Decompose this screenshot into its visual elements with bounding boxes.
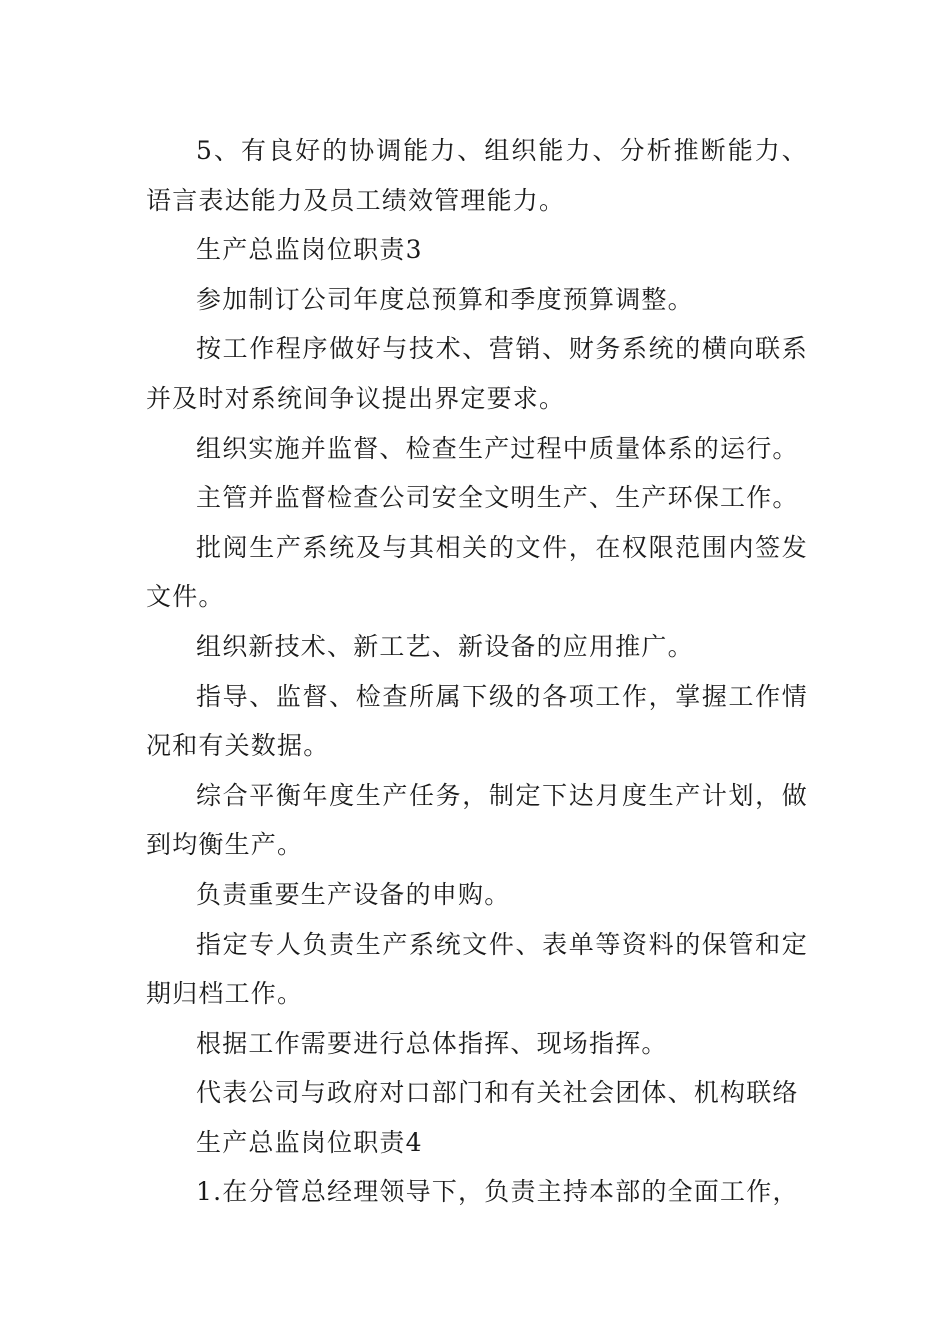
section-heading-duties-3: 生产总监岗位职责3 [196, 235, 423, 265]
paragraph-item-1: 1.在分管总经理领导下，负责主持本部的全面工作， [196, 1177, 799, 1207]
paragraph-liaison: 代表公司与政府对口部门和有关社会团体、机构联络 [196, 1078, 799, 1108]
paragraph-coordination: 按工作程序做好与技术、营销、财务系统的横向联系并及时对系统间争议提出界定要求。 [146, 334, 808, 413]
paragraph-archiving: 指定专人负责生产系统文件、表单等资料的保管和定期归档工作。 [146, 929, 808, 1009]
paragraph-command: 根据工作需要进行总体指挥、现场指挥。 [196, 1028, 668, 1058]
document-body [146, 126, 808, 1217]
paragraph-new-technology: 组织新技术、新工艺、新设备的应用推广。 [196, 631, 694, 661]
paragraph-quality-system: 组织实施并监督、检查生产过程中质量体系的运行。 [196, 433, 799, 463]
paragraph-documents: 批阅生产系统及与其相关的文件，在权限范围内签发文件。 [146, 532, 808, 612]
paragraph-budget: 参加制订公司年度总预算和季度预算调整。 [196, 284, 694, 314]
section-heading-duties-4: 生产总监岗位职责4 [196, 1127, 423, 1157]
paragraph-equipment: 负责重要生产设备的申购。 [196, 879, 511, 909]
paragraph-supervision: 指导、监督、检查所属下级的各项工作，掌握工作情况和有关数据。 [146, 681, 808, 761]
paragraph-requirement-5: 5、有良好的协调能力、组织能力、分析推断能力、语言表达能力及员工绩效管理能力。 [146, 136, 808, 215]
paragraph-safety: 主管并监督检查公司安全文明生产、生产环保工作。 [196, 483, 799, 513]
paragraph-production-plan: 综合平衡年度生产任务，制定下达月度生产计划，做到均衡生产。 [146, 780, 808, 860]
